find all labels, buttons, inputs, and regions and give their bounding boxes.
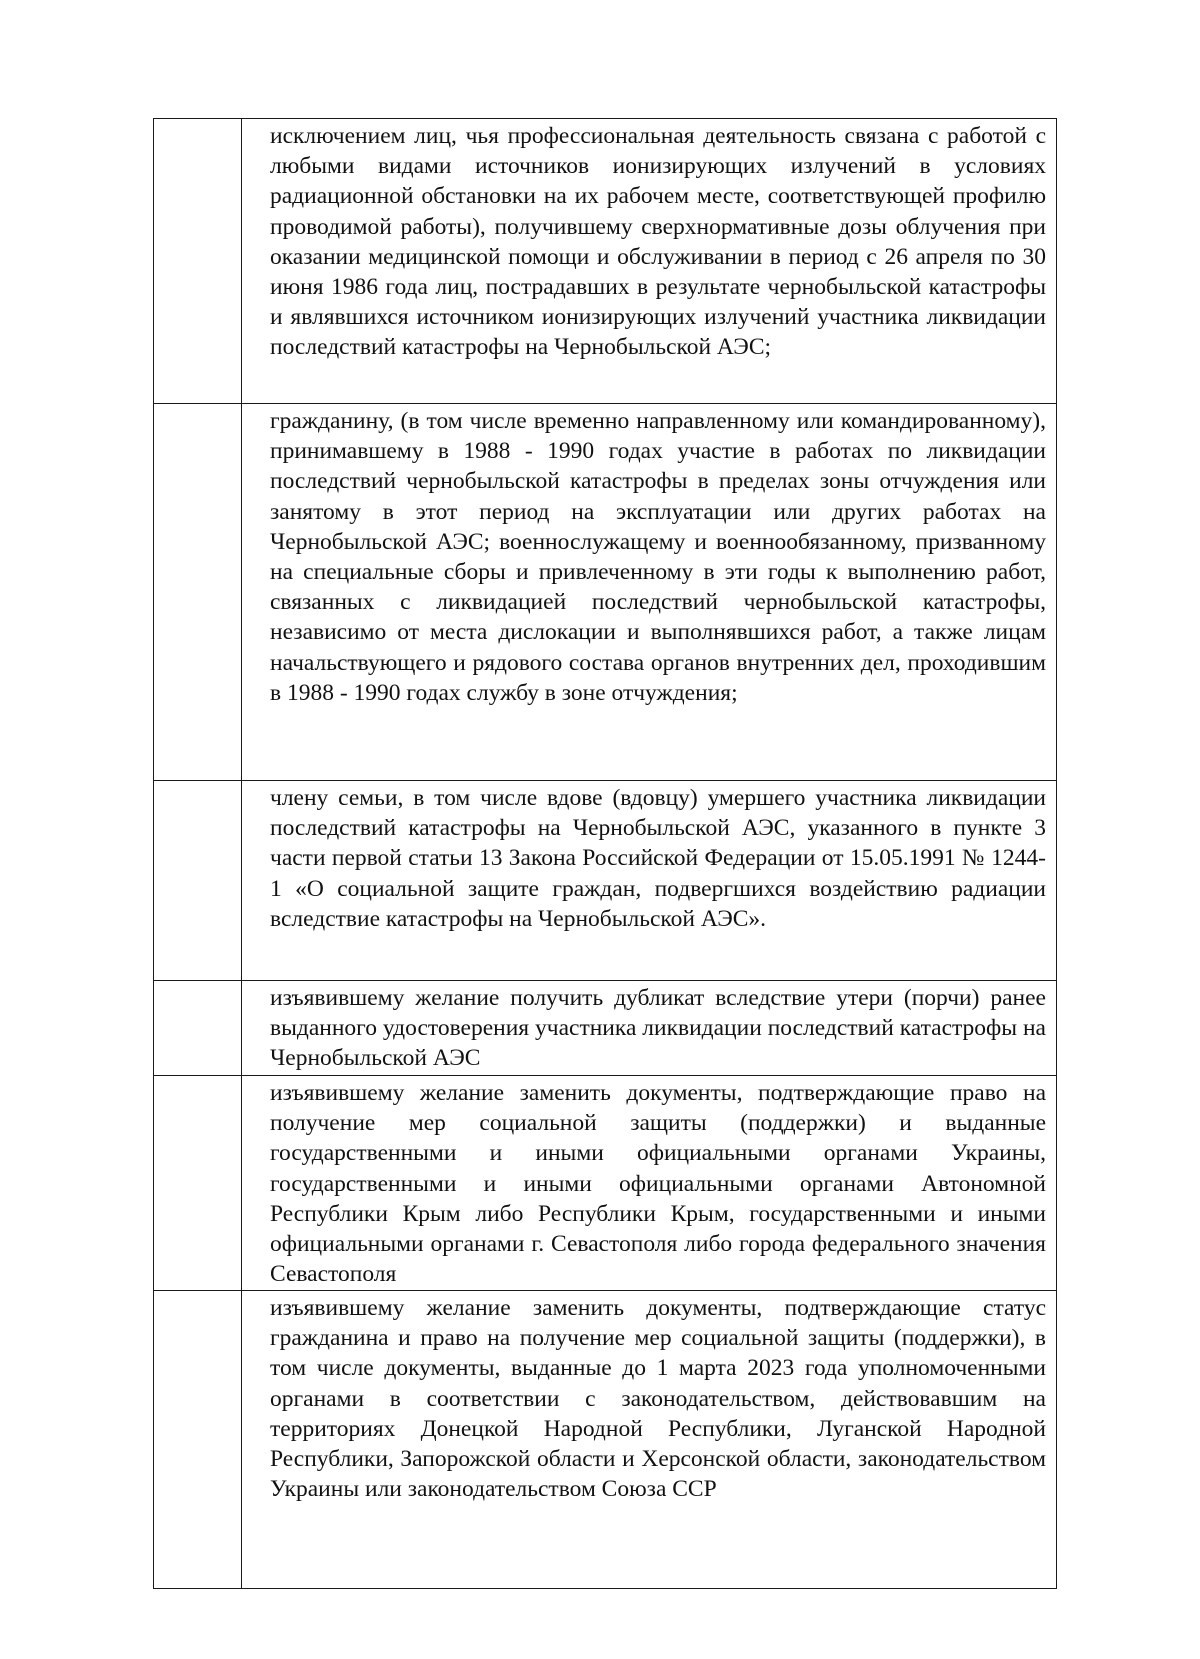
row-number-cell xyxy=(154,1291,242,1589)
row-text-cell: изъявившему желание получить дубликат вследствие утери (порчи) ранее выданного удостоверения участника ликвидации последствий катастрофы на Чернобыльской АЭС xyxy=(242,981,1057,1076)
table-row xyxy=(154,404,1057,781)
table-row xyxy=(154,1291,1057,1589)
row-number-cell xyxy=(154,1076,242,1291)
table-row xyxy=(154,781,1057,981)
row-text-cell: изъявившему желание заменить документы, подтверждающие статус гражданина и право на получение мер социальной защиты (поддержки), в том числе документы, выданные до 1 марта 2023 года уполномоченными органами в соответствии с законодательством, действовавшим на территориях Донецкой Народной Республики, Луганской Народной Республики, Запорожской области и Херсонской области, законодательством Украины или законодательством Союза ССР xyxy=(242,1291,1057,1589)
row-number-cell xyxy=(154,981,242,1076)
row-text-cell: исключением лиц, чья профессиональная деятельность связана с работой с любыми видами источников ионизирующих излучений в условиях радиационной обстановки на их рабочем месте, соответствующей профилю проводимой работы), получившему сверхнормативные дозы облучения при оказании медицинской помощи и обслуживании в период с 26 апреля по 30 июня 1986 года лиц, пострадавших в результате чернобыльской катастрофы и являвшихся источником ионизирующих излучений участника ликвидации последствий катастрофы на Чернобыльской АЭС; xyxy=(242,119,1057,404)
row-number-cell xyxy=(154,119,242,404)
row-text-cell: изъявившему желание заменить документы, подтверждающие право на получение мер социальной защиты (поддержки) и выданные государственными и иными официальными органами Украины, государственными и иными официальными органами Автономной Республики Крым либо Республики Крым, государственными и иными официальными органами г. Севастополя либо города федерального значения Севастополя xyxy=(242,1076,1057,1291)
row-number-cell xyxy=(154,781,242,981)
document-table xyxy=(153,118,1057,1589)
row-text-cell: члену семьи, в том числе вдове (вдовцу) умершего участника ликвидации последствий катастрофы на Чернобыльской АЭС, указанного в пункте 3 части первой статьи 13 Закона Российской Федерации от 15.05.1991 № 1244-1 «О социальной защите граждан, подвергшихся воздействию радиации вследствие катастрофы на Чернобыльской АЭС». xyxy=(242,781,1057,981)
table-row xyxy=(154,119,1057,404)
row-number-cell xyxy=(154,404,242,781)
table-row xyxy=(154,1076,1057,1291)
table-row xyxy=(154,981,1057,1076)
row-text-cell: гражданину, (в том числе временно направленному или командированному), принимавшему в 1988 - 1990 годах участие в работах по ликвидации последствий чернобыльской катастрофы в пределах зоны отчуждения или занятому в этот период на эксплуатации или других работах на Чернобыльской АЭС; военнослужащему и военнообязанному, призванному на специальные сборы и привлеченному в эти годы к выполнению работ, связанных с ликвидацией последствий чернобыльской катастрофы, независимо от места дислокации и выполнявшихся работ, а также лицам начальствующего и рядового состава органов внутренних дел, проходившим в 1988 - 1990 годах службу в зоне отчуждения; xyxy=(242,404,1057,781)
